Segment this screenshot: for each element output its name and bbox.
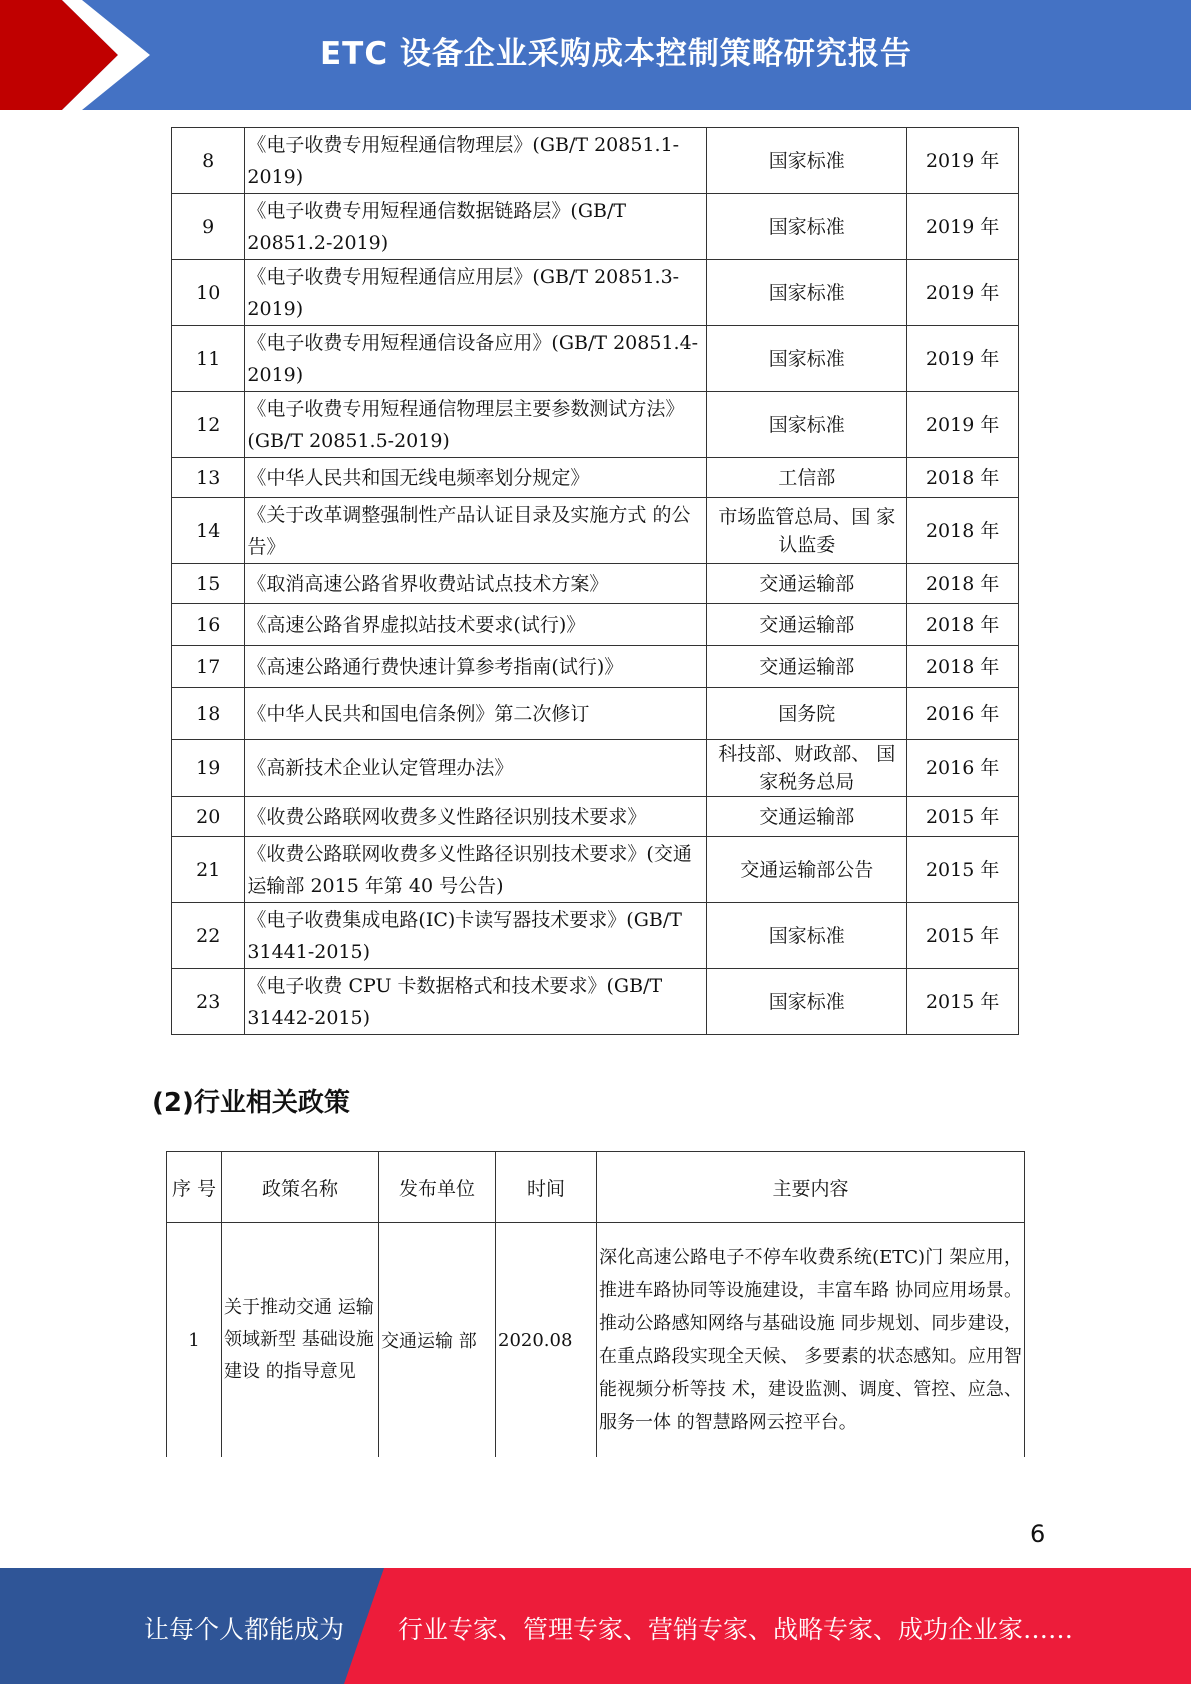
standard-year: 2018 年: [907, 646, 1019, 688]
page-number: 6: [1030, 1520, 1046, 1548]
standards-row: [172, 837, 1019, 903]
standard-year: 2016 年: [907, 688, 1019, 740]
policy-time: 2020.08: [496, 1223, 597, 1458]
header-index: 序 号: [167, 1152, 222, 1223]
standard-name: 《高速公路通行费快速计算参考指南(试行)》: [245, 646, 707, 688]
standard-year: 2019 年: [907, 260, 1019, 326]
standards-row: [172, 194, 1019, 260]
header-publisher: 发布单位: [379, 1152, 496, 1223]
policy-publisher: 交通运输 部: [379, 1223, 496, 1458]
standards-row: [172, 688, 1019, 740]
standards-row: [172, 604, 1019, 646]
standard-issuer: 科技部、财政部、 国家税务总局: [707, 740, 907, 797]
standard-year: 2019 年: [907, 326, 1019, 392]
standard-year: 2018 年: [907, 458, 1019, 498]
standards-row: [172, 458, 1019, 498]
standard-number: 17: [172, 646, 245, 688]
standard-year: 2018 年: [907, 498, 1019, 564]
standards-row: [172, 128, 1019, 194]
standard-issuer: 交通运输部: [707, 797, 907, 837]
standards-row: [172, 646, 1019, 688]
standard-year: 2015 年: [907, 969, 1019, 1035]
standard-name: 《电子收费专用短程通信应用层》(GB/T 20851.3-2019): [245, 260, 707, 326]
standard-issuer: 国家标准: [707, 326, 907, 392]
standard-name: 《电子收费 CPU 卡数据格式和技术要求》(GB/T 31442-2015): [245, 969, 707, 1035]
policy-content: 深化高速公路电子不停车收费系统(ETC)门 架应用，推进车路协同等设施建设，丰富车路 协同应用场景。推动公路感知网络与基础设施 同步规划、同步建设，在重点路段实现全天候、 多要素的状态感知。应用智能视频分析等技 术，建设监测、调度、管控、应急、服务一体 的智慧路网云控平台。: [597, 1223, 1025, 1458]
section-title: (2)行业相关政策: [152, 1088, 350, 1118]
standard-name: 《电子收费集成电路(IC)卡读写器技术要求》(GB/T 31441-2015): [245, 903, 707, 969]
standard-issuer: 国家标准: [707, 260, 907, 326]
policy-name: 关于推动交通 运输领域新型 基础设施建设 的指导意见: [222, 1223, 379, 1458]
standard-issuer: 交通运输部公告: [707, 837, 907, 903]
standard-name: 《关于改革调整强制性产品认证目录及实施方式 的公告》: [245, 498, 707, 564]
standards-row: [172, 903, 1019, 969]
standard-number: 15: [172, 564, 245, 604]
standards-row: [172, 326, 1019, 392]
standard-issuer: 交通运输部: [707, 646, 907, 688]
policy-table: [166, 1151, 1025, 1457]
standards-row: [172, 392, 1019, 458]
standard-year: 2016 年: [907, 740, 1019, 797]
standards-table: [171, 127, 1019, 1035]
standards-row: [172, 498, 1019, 564]
standard-name: 《收费公路联网收费多义性路径识别技术要求》: [245, 797, 707, 837]
policy-row: [167, 1223, 1025, 1458]
standard-name: 《取消高速公路省界收费站试点技术方案》: [245, 564, 707, 604]
standard-number: 19: [172, 740, 245, 797]
standards-row: [172, 260, 1019, 326]
policy-header-row: [167, 1152, 1025, 1223]
standard-issuer: 国务院: [707, 688, 907, 740]
standard-issuer: 国家标准: [707, 128, 907, 194]
standard-number: 20: [172, 797, 245, 837]
standard-year: 2019 年: [907, 194, 1019, 260]
standard-year: 2019 年: [907, 128, 1019, 194]
standard-number: 21: [172, 837, 245, 903]
standard-year: 2015 年: [907, 837, 1019, 903]
standards-row: [172, 564, 1019, 604]
page-footer: [0, 1568, 1191, 1684]
policy-index: 1: [167, 1223, 222, 1458]
header-main-content: 主要内容: [597, 1152, 1025, 1223]
standard-issuer: 交通运输部: [707, 604, 907, 646]
standard-issuer: 国家标准: [707, 392, 907, 458]
standard-issuer: 国家标准: [707, 194, 907, 260]
standard-issuer: 国家标准: [707, 969, 907, 1035]
footer-slogan-right: 行业专家、管理专家、营销专家、战略专家、成功企业家……: [398, 1615, 1074, 1644]
standard-number: 12: [172, 392, 245, 458]
standards-row: [172, 740, 1019, 797]
header-policy-name: 政策名称: [222, 1152, 379, 1223]
standard-name: 《高速公路省界虚拟站技术要求(试行)》: [245, 604, 707, 646]
standard-number: 23: [172, 969, 245, 1035]
standards-row: [172, 797, 1019, 837]
standard-number: 9: [172, 194, 245, 260]
standard-issuer: 交通运输部: [707, 564, 907, 604]
standard-year: 2019 年: [907, 392, 1019, 458]
standard-name: 《电子收费专用短程通信物理层主要参数测试方法》(GB/T 20851.5-2019): [245, 392, 707, 458]
standard-issuer: 国家标准: [707, 903, 907, 969]
footer-slogan-left: 让每个人都能成为: [144, 1615, 345, 1644]
standards-row: [172, 969, 1019, 1035]
standard-year: 2018 年: [907, 604, 1019, 646]
standard-year: 2015 年: [907, 903, 1019, 969]
header-time: 时间: [496, 1152, 597, 1223]
standard-number: 10: [172, 260, 245, 326]
page-header: [0, 0, 1191, 110]
standard-number: 22: [172, 903, 245, 969]
standard-number: 13: [172, 458, 245, 498]
standard-number: 11: [172, 326, 245, 392]
standard-year: 2018 年: [907, 564, 1019, 604]
standard-issuer: 工信部: [707, 458, 907, 498]
standard-name: 《电子收费专用短程通信物理层》(GB/T 20851.1-2019): [245, 128, 707, 194]
standard-name: 《收费公路联网收费多义性路径识别技术要求》(交通运输部 2015 年第 40 号公告): [245, 837, 707, 903]
standard-year: 2015 年: [907, 797, 1019, 837]
standard-issuer: 市场监管总局、国 家认监委: [707, 498, 907, 564]
standard-name: 《电子收费专用短程通信数据链路层》(GB/T 20851.2-2019): [245, 194, 707, 260]
standard-name: 《中华人民共和国无线电频率划分规定》: [245, 458, 707, 498]
standard-number: 18: [172, 688, 245, 740]
standard-number: 16: [172, 604, 245, 646]
standard-name: 《电子收费专用短程通信设备应用》(GB/T 20851.4-2019): [245, 326, 707, 392]
standard-name: 《高新技术企业认定管理办法》: [245, 740, 707, 797]
standard-name: 《中华人民共和国电信条例》第二次修订: [245, 688, 707, 740]
standard-number: 8: [172, 128, 245, 194]
header-title: ETC 设备企业采购成本控制策略研究报告: [320, 36, 912, 72]
standard-number: 14: [172, 498, 245, 564]
